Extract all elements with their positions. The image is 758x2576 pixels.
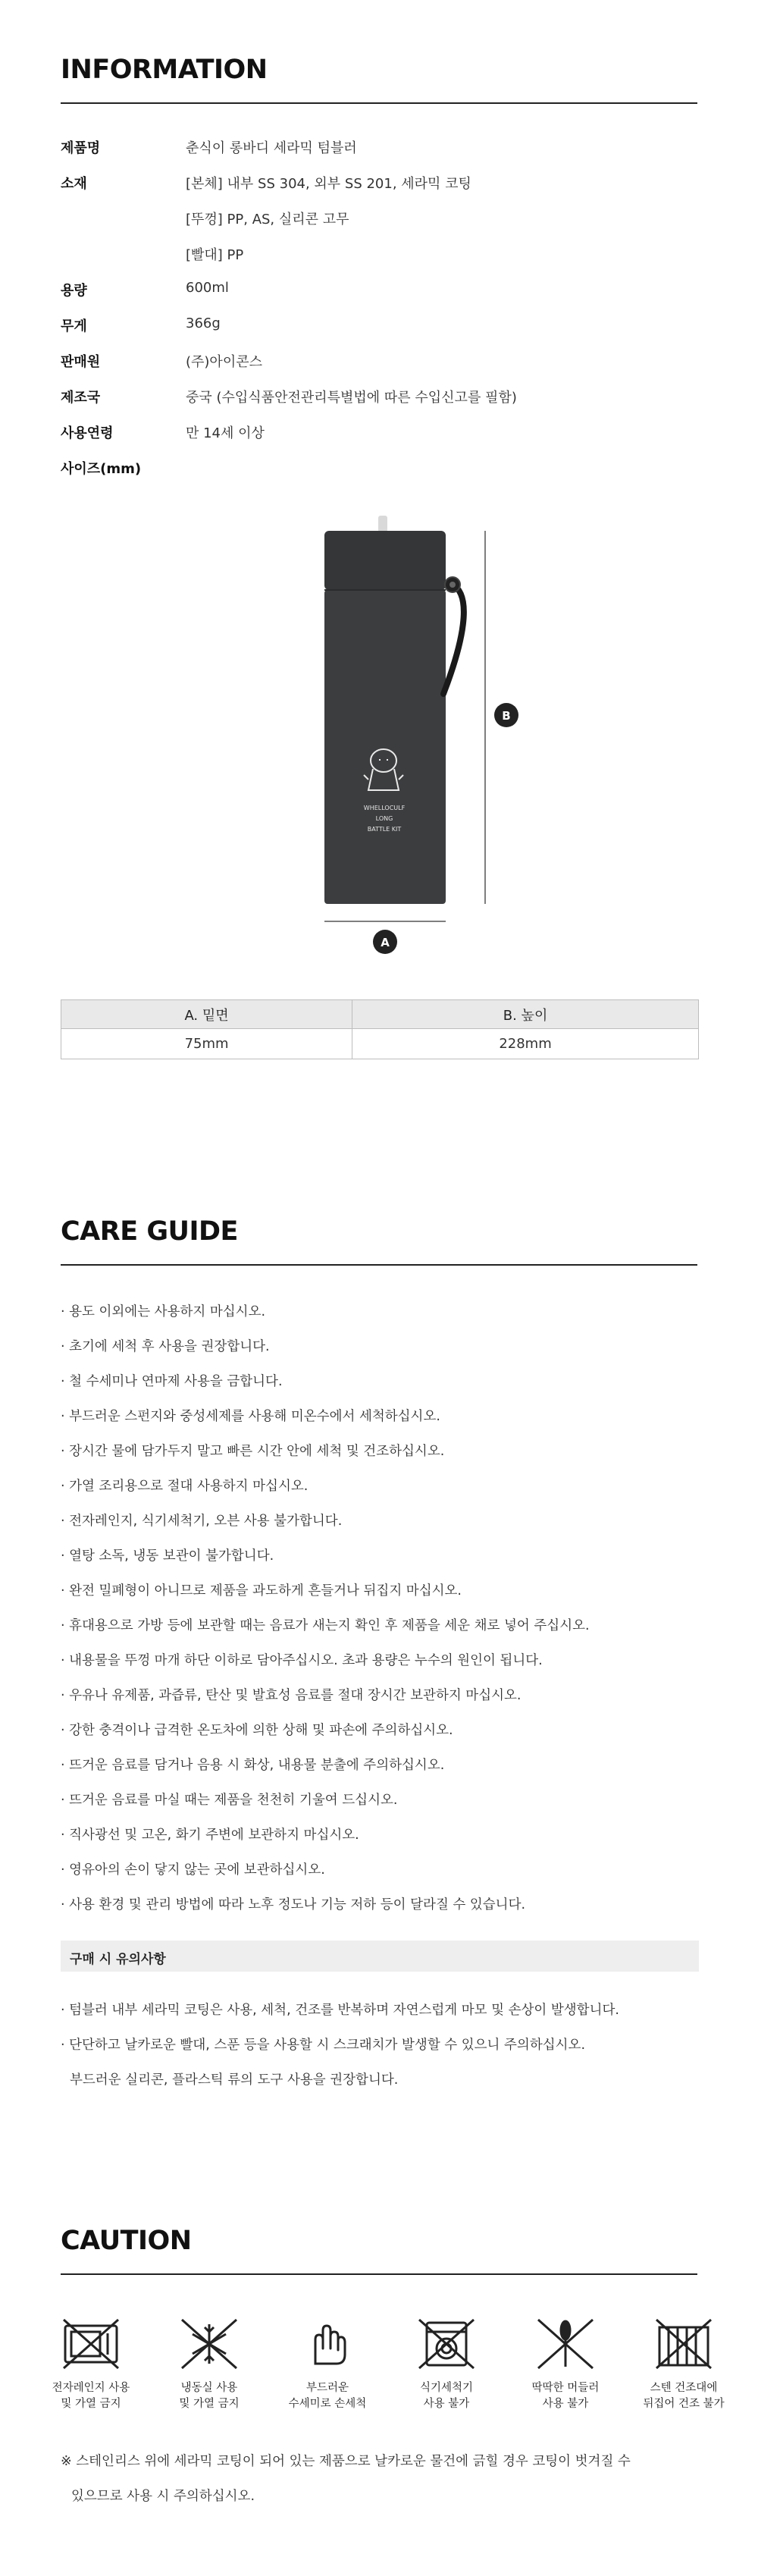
info-value: 중국 (수입식품안전관리특별법에 따른 수입신고를 필함)	[186, 390, 517, 406]
care-item: · 장시간 물에 담가두지 말고 빠른 시간 안에 세척 및 건조하십시오.	[61, 1444, 445, 1459]
info-row-seller	[61, 351, 697, 374]
info-label: 용량	[61, 283, 87, 299]
care-item: · 휴대용으로 가방 등에 보관할 때는 음료가 새는지 확인 후 제품을 세운 채로 넣어 주십시오.	[61, 1618, 590, 1633]
size-table-row	[61, 1029, 699, 1059]
no-dish-rack-icon	[653, 2317, 714, 2371]
info-value: 600ml	[186, 280, 229, 296]
info-value: 만 14세 이상	[186, 425, 265, 441]
care-item: · 사용 환경 및 관리 방법에 따라 노후 정도나 기능 저하 등이 달라질 수 있습니다.	[61, 1897, 526, 1912]
care-item: · 전자레인지, 식기세척기, 오븐 사용 불가합니다.	[61, 1514, 343, 1529]
size-table	[61, 999, 699, 1059]
no-freezer-icon	[179, 2317, 240, 2371]
info-row-material-lid	[61, 209, 697, 231]
purchase-notice-header	[61, 1941, 699, 1972]
info-label: 판매원	[61, 354, 101, 370]
care-guide-title: CARE GUIDE	[61, 1216, 238, 1247]
info-row-material-straw	[61, 244, 697, 267]
size-table-width-value: 75mm	[61, 1029, 352, 1059]
bottle-lid	[324, 531, 446, 590]
caution-item	[282, 2317, 373, 2412]
caution-label: 딱딱한 머들러 사용 불가	[531, 2382, 600, 2410]
bottle-body	[324, 590, 446, 904]
care-item: · 강한 충격이나 급격한 온도차에 의한 상해 및 파손에 주의하십시오.	[61, 1723, 453, 1738]
caution-item	[638, 2317, 729, 2412]
no-dishwasher-icon	[416, 2317, 477, 2371]
info-row-age	[61, 422, 697, 445]
info-label: 무게	[61, 318, 87, 334]
print-line-3: BATTLE KIT	[367, 826, 402, 833]
info-label: 사이즈(mm)	[61, 461, 142, 477]
caution-item	[401, 2317, 492, 2412]
info-row-product-name	[61, 137, 697, 160]
care-item: · 뜨거운 음료를 담거나 음용 시 화상, 내용물 분출에 주의하십시오.	[61, 1758, 445, 1773]
dimension-b-label: B	[502, 709, 511, 723]
care-item: · 철 수세미나 연마제 사용을 금합니다.	[61, 1374, 283, 1389]
caution-item	[520, 2317, 611, 2412]
size-table-header-row	[61, 1000, 699, 1029]
caution-label: 전자레인지 사용 및 가열 금지	[52, 2382, 130, 2410]
size-table-height-value: 228mm	[352, 1029, 699, 1059]
info-value: [빨대] PP	[186, 247, 244, 263]
care-item: · 가열 조리용으로 절대 사용하지 마십시오.	[61, 1479, 309, 1494]
care-guide-divider	[61, 1264, 697, 1266]
purchase-notice-title: 구매 시 유의사항	[70, 1952, 166, 1967]
hand-wash-icon	[297, 2317, 358, 2371]
caution-divider	[61, 2273, 697, 2275]
no-sharp-straw-icon	[535, 2317, 596, 2371]
info-value: [뚜껑] PP, AS, 실리콘 고무	[186, 212, 349, 227]
caution-label: 부드러운 수세미로 손세척	[288, 2382, 367, 2410]
print-line-2: LONG	[375, 815, 393, 822]
caution-item	[45, 2317, 136, 2412]
care-item: · 초기에 세척 후 사용을 권장합니다.	[61, 1339, 270, 1354]
caution-item	[164, 2317, 255, 2412]
purchase-item: · 단단하고 날카로운 빨대, 스푼 등을 사용할 시 스크래치가 발생할 수 있으니 주의하십시오.	[61, 2038, 586, 2053]
info-row-capacity	[61, 280, 697, 303]
care-item: · 영유아의 손이 닿지 않는 곳에 보관하십시오.	[61, 1862, 325, 1878]
care-item: · 우유나 유제품, 과즙류, 탄산 및 발효성 음료를 절대 장시간 보관하지 마십시오.	[61, 1688, 522, 1703]
info-value: [본체] 내부 SS 304, 외부 SS 201, 세라믹 코팅	[186, 176, 471, 192]
caution-label: 스텐 건조대에 뒤집어 건조 불가	[643, 2382, 725, 2410]
info-row-origin	[61, 387, 697, 409]
product-size-diagram	[0, 508, 758, 971]
info-row-material	[61, 173, 697, 196]
info-label: 제조국	[61, 390, 101, 406]
dimension-a-label: A	[381, 936, 390, 949]
caution-label: 식기세척기 사용 불가	[419, 2382, 474, 2410]
size-table-header-height: B. 높이	[352, 1000, 699, 1029]
info-label: 소재	[61, 176, 87, 192]
caution-note: ※ 스테인리스 위에 세라믹 코팅이 되어 있는 제품으로 날카로운 물건에 긁힐 경우 코팅이 벗겨질 수	[61, 2454, 631, 2469]
info-row-weight	[61, 315, 697, 338]
caution-note: 있으므로 사용 시 주의하십시오.	[71, 2489, 255, 2504]
info-label: 제품명	[61, 140, 101, 156]
info-value: 춘식이 롱바디 세라믹 텀블러	[186, 140, 357, 156]
info-label: 사용연령	[61, 425, 114, 441]
caution-title: CAUTION	[61, 2226, 192, 2256]
purchase-item: · 텀블러 내부 세라믹 코팅은 사용, 세척, 건조를 반복하며 자연스럽게 마모 및 손상이 발생합니다.	[61, 2003, 619, 2018]
purchase-item: 부드러운 실리콘, 플라스틱 류의 도구 사용을 권장합니다.	[70, 2072, 399, 2088]
information-divider	[61, 102, 697, 104]
care-item: · 완전 밀폐형이 아니므로 제품을 과도하게 흔들거나 뒤집지 마십시오.	[61, 1583, 462, 1599]
care-item: · 직사광선 및 고온, 화기 주변에 보관하지 마십시오.	[61, 1828, 359, 1843]
care-item: · 뜨거운 음료를 마실 때는 제품을 천천히 기울여 드십시오.	[61, 1793, 398, 1808]
care-item: · 용도 이외에는 사용하지 마십시오.	[61, 1304, 266, 1319]
info-value: (주)아이콘스	[186, 354, 262, 370]
caution-label: 냉동실 사용 및 가열 금지	[179, 2382, 240, 2410]
straw	[378, 516, 387, 532]
care-item: · 내용물을 뚜껑 마개 하단 이하로 담아주십시오. 초과 용량은 누수의 원인이 됩니다.	[61, 1653, 543, 1668]
care-item: · 부드러운 스펀지와 중성세제를 사용해 미온수에서 세척하십시오.	[61, 1409, 440, 1424]
info-row-size	[61, 458, 697, 481]
information-title: INFORMATION	[61, 55, 268, 85]
care-item: · 열탕 소독, 냉동 보관이 불가합니다.	[61, 1548, 274, 1564]
no-microwave-icon	[61, 2317, 121, 2371]
info-value: 366g	[186, 315, 221, 331]
print-line-1: WHELLOCULF	[363, 805, 406, 811]
size-table-header-width: A. 밑면	[61, 1000, 352, 1029]
bottle-strap	[443, 584, 464, 694]
